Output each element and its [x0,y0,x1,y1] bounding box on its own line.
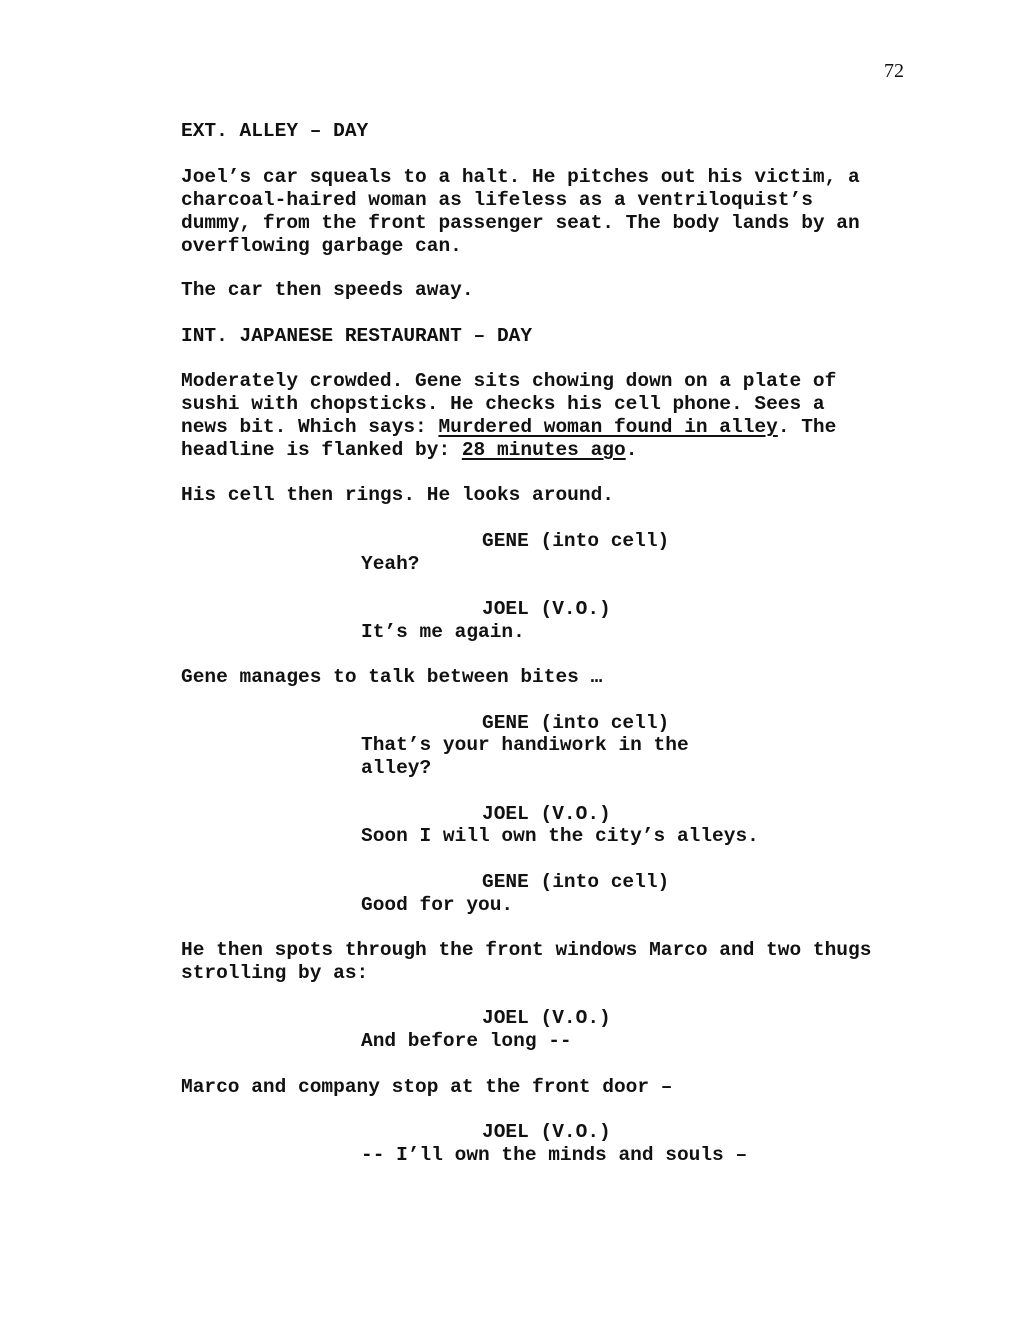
dialogue-line: -- I’ll own the minds and souls – [361,1144,748,1166]
page-number: 72 [884,60,904,82]
action-car-speeds: The car then speeds away. [181,279,474,301]
scene-heading-int-restaurant: INT. JAPANESE RESTAURANT – DAY [181,325,533,347]
character-cue: GENE (into cell) [482,871,670,893]
character-cue: GENE (into cell) [482,530,670,552]
dialogue-line: Soon I will own the city’s alleys. [361,825,759,847]
character-cue: JOEL (V.O.) [482,1121,611,1143]
action-marco-door: Marco and company stop at the front door – [181,1076,673,1098]
scene-heading-ext-alley: EXT. ALLEY – DAY [181,120,369,142]
news-headline: Murdered woman found in alley [438,416,778,438]
dialogue-line: And before long -- [361,1030,572,1052]
action-cell-rings: His cell then rings. He looks around. [181,484,614,506]
action-gene-bites: Gene manages to talk between bites … [181,666,603,688]
dialogue-line: Good for you. [361,894,514,916]
action-spots-marco: He then spots through the front windows Marco and two thugs strolling by as: [181,939,872,984]
character-cue: JOEL (V.O.) [482,803,611,825]
action-car-halt: Joel’s car squeals to a halt. He pitches out his victim, a charcoal-haired woman as lifeless as a ventriloquist’s dummy, from the front passenger seat. The body lands by an overflowing garbage can. [181,166,860,257]
dialogue-line: Yeah? [361,553,420,575]
action-gene-sushi [181,370,836,462]
news-timestamp: 28 minutes ago [461,439,626,461]
character-cue: JOEL (V.O.) [482,1007,611,1029]
character-cue: GENE (into cell) [482,712,670,734]
action-text: . [625,439,638,461]
character-cue: JOEL (V.O.) [482,598,611,620]
action-text: . The headline is flanked by: [181,416,837,461]
dialogue-line: That’s your handiwork in the alley? [361,734,689,779]
dialogue-line: It’s me again. [361,621,525,643]
action-text: Moderately crowded. Gene sits chowing down on a plate of sushi with chopsticks. He checks his cell phone. Sees a news bit. Which says: [181,370,837,438]
